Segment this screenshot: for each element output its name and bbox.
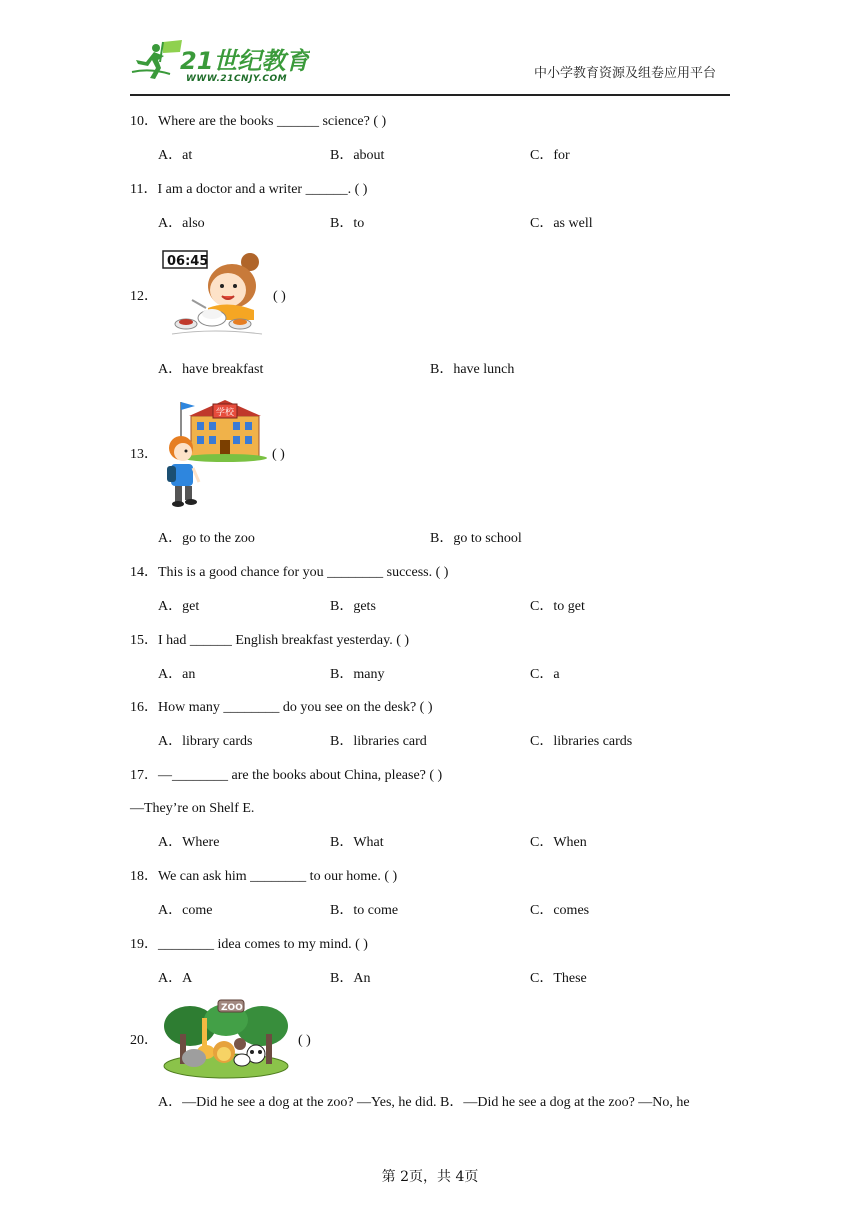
option-c: C．to get <box>530 599 585 614</box>
question-15 <box>130 632 409 650</box>
school-sign: 学校 <box>216 408 235 418</box>
option-c: C．When <box>530 835 587 850</box>
question-10 <box>130 113 386 131</box>
question-stem: —________ are the books about China, please? ( ) <box>158 768 443 783</box>
question-17 <box>130 767 442 785</box>
question-number: 14． <box>130 565 158 580</box>
option-a: A．at <box>158 148 193 163</box>
option-c: C．a <box>530 667 560 682</box>
option-b: B．about <box>330 148 385 163</box>
zoo-animals-image <box>162 998 292 1080</box>
option-c: C．libraries cards <box>530 734 633 749</box>
zoo-sign: ZOO <box>221 1003 243 1013</box>
question-number: 11． <box>130 182 158 197</box>
question-stem: This is a good chance for you ________ success. ( ) <box>158 565 449 580</box>
clock-time: 06:45 <box>167 254 209 269</box>
option-a: A．an <box>158 667 196 682</box>
question-number: 18． <box>130 869 158 884</box>
girl-eating-breakfast-image <box>162 248 267 340</box>
header-rule <box>130 94 730 96</box>
logo-main-text: 21世纪教育 <box>180 47 310 75</box>
option-b: B．go to school <box>430 531 522 546</box>
question-11 <box>130 181 367 199</box>
answer-paren: ( ) <box>272 447 285 462</box>
question-14 <box>130 564 448 582</box>
question-stem: I had ______ English breakfast yesterday. ( ) <box>158 633 410 648</box>
option-c: C．These <box>530 971 587 986</box>
option-b: B．What <box>330 835 384 850</box>
answer-paren: ( ) <box>298 1033 311 1048</box>
question-stem: How many ________ do you see on the desk? ( ) <box>158 700 433 715</box>
runner-logo-icon <box>130 38 310 84</box>
option-a: A．have breakfast <box>158 362 264 377</box>
question-number-20: 20． <box>130 1033 158 1048</box>
option-c: C．comes <box>530 903 590 918</box>
option-b: B．have lunch <box>430 362 515 377</box>
question-number: 17． <box>130 768 158 783</box>
question-stem: We can ask him ________ to our home. ( ) <box>158 869 398 884</box>
dialogue-line: —They’re on Shelf E. <box>130 801 255 816</box>
option-b: B．An <box>330 971 371 986</box>
answer-paren: ( ) <box>273 289 286 304</box>
question-16 <box>130 699 433 717</box>
option-a: A．also <box>158 216 205 231</box>
logo-sub-text: WWW.21CNJY.COM <box>186 74 288 84</box>
option-c: C．as well <box>530 216 593 231</box>
question-number-12: 12． <box>130 289 158 304</box>
question-stem: ________ idea comes to my mind. ( ) <box>158 937 368 952</box>
question-stem: I am a doctor and a writer ______. ( ) <box>157 182 368 197</box>
option-b: B．many <box>330 667 385 682</box>
option-b: B．libraries card <box>330 734 427 749</box>
site-logo <box>130 38 310 84</box>
option-a: A．A <box>158 971 193 986</box>
option-a: A．come <box>158 903 213 918</box>
page-number: 第 2页，共 4页 <box>381 1169 479 1185</box>
question-number: 16． <box>130 700 158 715</box>
option-b: B．gets <box>330 599 376 614</box>
option-a: A．Where <box>158 835 220 850</box>
question-19 <box>130 936 368 954</box>
header-tagline: 中小学教育资源及组卷应用平台 <box>534 66 717 81</box>
option-a: A．library cards <box>158 734 253 749</box>
option-a: A．get <box>158 599 200 614</box>
question-number: 19． <box>130 937 158 952</box>
question-number: 15． <box>130 633 158 648</box>
option-b: B．to <box>330 216 365 231</box>
boy-going-to-school-image <box>165 392 270 512</box>
question-18 <box>130 868 397 886</box>
option-c: C．for <box>530 148 570 163</box>
question-number-13: 13． <box>130 447 158 462</box>
question-stem: Where are the books ______ science? ( ) <box>158 114 387 129</box>
option-a: A．go to the zoo <box>158 531 255 546</box>
option-line: A．—Did he see a dog at the zoo? —Yes, he did. B．—Did he see a dog at the zoo? —No, he <box>158 1095 690 1110</box>
question-number: 10． <box>130 114 158 129</box>
option-b: B．to come <box>330 903 399 918</box>
